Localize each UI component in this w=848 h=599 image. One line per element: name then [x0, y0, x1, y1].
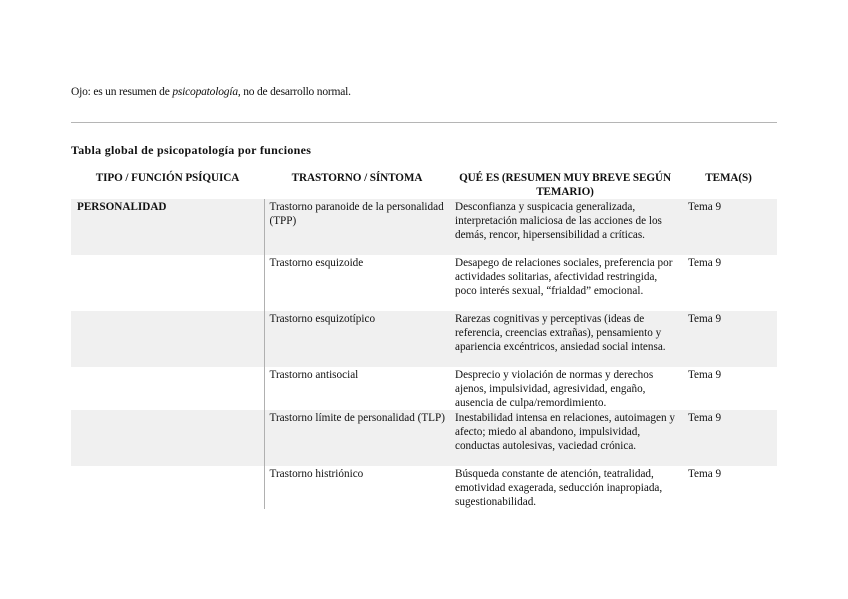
header-topic: TEMA(S): [705, 172, 752, 184]
table-row: [71, 255, 777, 311]
cell-type: [71, 367, 264, 410]
cell-what: Rarezas cognitivas y perceptivas (ideas de referencia, creencias extrañas), pensamiento y apariencia excéntricos, ansiedad social intensa.: [450, 311, 680, 367]
cell-type: [71, 410, 264, 466]
cell-what: Inestabilidad intensa en relaciones, autoimagen y afecto; miedo al abandono, impulsividad, conductas autolesivas, vaciedad crónica.: [450, 410, 680, 466]
horizontal-divider: [71, 122, 777, 123]
cell-what: Desconfianza y suspicacia generalizada, interpretación maliciosa de las acciones de los demás, rencor, hipersensibilidad a críticas.: [450, 199, 680, 255]
header-what: QUÉ ES (RESUMEN MUY BREVE SEGÚN TEMARIO): [459, 172, 671, 198]
cell-type: [71, 255, 264, 311]
cell-what: Búsqueda constante de atención, teatralidad, emotividad exagerada, seducción inapropiada, sugestionabilidad.: [455, 468, 663, 508]
table-row: [71, 466, 777, 509]
intro-text-start: Ojo: es un resumen de: [71, 86, 173, 98]
cell-type: [71, 311, 264, 367]
cell-what: Desprecio y violación de normas y derechos ajenos, impulsividad, agresividad, engaño, ausencia de culpa/remordimiento.: [455, 369, 654, 409]
psychopathology-table: [71, 168, 778, 509]
cell-type: PERSONALIDAD: [71, 199, 264, 255]
header-disorder: TRASTORNO / SÍNTOMA: [291, 172, 423, 184]
cell-disorder: Trastorno esquizoide: [264, 255, 450, 311]
table-row: [71, 199, 777, 255]
cell-what: Desapego de relaciones sociales, preferencia por actividades solitarias, afectividad restringida, poco interés sexual, “frialdad” emocional.: [455, 257, 673, 297]
intro-text-end: , no de desarrollo normal.: [237, 86, 351, 98]
cell-disorder: Trastorno antisocial: [264, 367, 450, 410]
table-row: [71, 410, 777, 466]
intro-emphasis: psicopatología: [172, 86, 238, 98]
cell-topic: Tema 9: [688, 468, 722, 480]
cell-topic: Tema 9: [680, 311, 777, 367]
cell-topic: Tema 9: [688, 369, 722, 381]
cell-disorder: Trastorno histriónico: [264, 466, 450, 509]
header-type: TIPO / FUNCIÓN PSÍQUICA: [95, 172, 240, 184]
table-title: Tabla global de psicopatología por funciones: [71, 143, 312, 157]
intro-note: [71, 86, 351, 98]
cell-disorder: Trastorno límite de personalidad (TLP): [264, 410, 450, 466]
cell-topic: Tema 9: [688, 257, 722, 269]
cell-topic: Tema 9: [680, 199, 777, 255]
cell-disorder: Trastorno paranoide de la personalidad (TPP): [264, 199, 450, 255]
table-header-row: [71, 168, 777, 199]
cell-topic: Tema 9: [680, 410, 777, 466]
table-row: [71, 367, 777, 410]
table-row: [71, 311, 777, 367]
cell-disorder: Trastorno esquizotípico: [264, 311, 450, 367]
cell-type: [71, 466, 264, 509]
